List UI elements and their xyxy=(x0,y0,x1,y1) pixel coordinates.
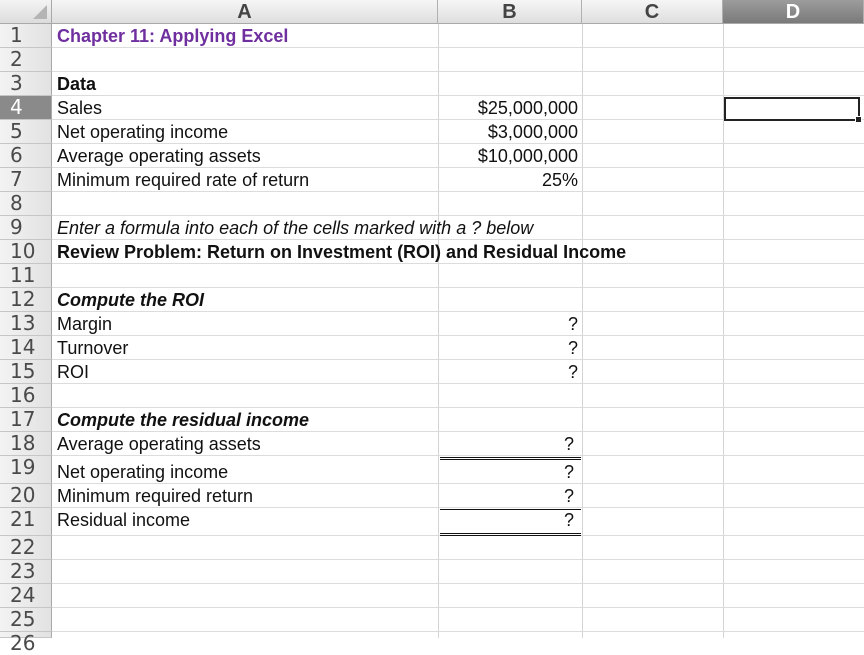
cell-b20-ri-min-value[interactable]: ? xyxy=(563,486,574,506)
cell-a18-ri-aoa-label[interactable]: Average operating assets xyxy=(57,434,261,454)
cell-b15-roi-value[interactable]: ? xyxy=(567,362,578,382)
column-header-d[interactable]: D xyxy=(723,0,864,24)
row-header-25[interactable]: 25 xyxy=(0,608,52,632)
row-header-24[interactable]: 24 xyxy=(0,584,52,608)
gridline-col-b-c xyxy=(582,24,583,638)
cell-a9-instruction[interactable]: Enter a formula into each of the cells marked with a ? below xyxy=(57,218,534,238)
row-header-12[interactable]: 12 xyxy=(0,288,52,312)
gridline xyxy=(52,559,864,560)
cell-b4-sales-value[interactable]: $25,000,000 xyxy=(477,98,578,118)
cell-a17-ri-header[interactable]: Compute the residual income xyxy=(57,410,310,430)
column-header-a[interactable]: A xyxy=(52,0,438,24)
cell-a7-mrr-label[interactable]: Minimum required rate of return xyxy=(57,170,310,190)
row-header-20[interactable]: 20 xyxy=(0,484,52,508)
cell-b18-ri-aoa-value[interactable]: ? xyxy=(563,434,574,454)
row-header-3[interactable]: 3 xyxy=(0,72,52,96)
cell-b13-margin-value[interactable]: ? xyxy=(567,314,578,334)
cell-a4-sales-label[interactable]: Sales xyxy=(57,98,103,118)
row-header-22[interactable]: 22 xyxy=(0,536,52,560)
row-header-21[interactable]: 21 xyxy=(0,508,52,536)
cell-b5-noi-value[interactable]: $3,000,000 xyxy=(487,122,578,142)
cell-b7-mrr-value[interactable]: 25% xyxy=(541,170,578,190)
row-header-15[interactable]: 15 xyxy=(0,360,52,384)
cell-b19-ri-noi-value[interactable]: ? xyxy=(563,462,574,482)
fill-handle[interactable] xyxy=(855,116,862,123)
cell-a6-aoa-label[interactable]: Average operating assets xyxy=(57,146,261,166)
cell-a19-ri-noi-label[interactable]: Net operating income xyxy=(57,462,229,482)
row-header-16[interactable]: 16 xyxy=(0,384,52,408)
row-header-6[interactable]: 6 xyxy=(0,144,52,168)
row-header-23[interactable]: 23 xyxy=(0,560,52,584)
row-header-11[interactable]: 11 xyxy=(0,264,52,288)
gridline xyxy=(52,607,864,608)
row-header-10[interactable]: 10 xyxy=(0,240,52,264)
row-header-18[interactable]: 18 xyxy=(0,432,52,456)
select-all-corner[interactable] xyxy=(0,0,52,24)
cell-a15-roi-label[interactable]: ROI xyxy=(57,362,90,382)
row-header-1[interactable]: 1 xyxy=(0,24,52,48)
row-header-17[interactable]: 17 xyxy=(0,408,52,432)
cell-a20-ri-min-label[interactable]: Minimum required return xyxy=(57,486,254,506)
cell-a10-review-title[interactable]: Review Problem: Return on Investment (ROI) and Residual Income xyxy=(57,242,627,262)
cell-b21-ri-value[interactable]: ? xyxy=(563,510,574,530)
row-header-7[interactable]: 7 xyxy=(0,168,52,192)
gridline xyxy=(52,583,864,584)
cell-a12-roi-header[interactable]: Compute the ROI xyxy=(57,290,204,310)
gridline xyxy=(52,71,864,72)
cell-a13-margin-label[interactable]: Margin xyxy=(57,314,113,334)
column-header-b[interactable]: B xyxy=(438,0,582,24)
cell-a14-turnover-label[interactable]: Turnover xyxy=(57,338,129,358)
select-all-triangle-icon xyxy=(33,5,47,19)
row-header-13[interactable]: 13 xyxy=(0,312,52,336)
cell-b14-turnover-value[interactable]: ? xyxy=(567,338,578,358)
row-header-9[interactable]: 9 xyxy=(0,216,52,240)
row-header-14[interactable]: 14 xyxy=(0,336,52,360)
row-header-26[interactable]: 26 xyxy=(0,632,52,638)
column-header-c[interactable]: C xyxy=(582,0,723,24)
cell-a1-title[interactable]: Chapter 11: Applying Excel xyxy=(57,26,289,46)
gridline xyxy=(52,631,864,632)
row-header-8[interactable]: 8 xyxy=(0,192,52,216)
row-header-5[interactable]: 5 xyxy=(0,120,52,144)
cell-a21-ri-label[interactable]: Residual income xyxy=(57,510,191,530)
cell-a5-noi-label[interactable]: Net operating income xyxy=(57,122,229,142)
cell-a3-data-header[interactable]: Data xyxy=(57,74,97,94)
active-cell-d4[interactable] xyxy=(724,97,860,121)
row-header-4[interactable]: 4 xyxy=(0,96,52,120)
row-header-19[interactable]: 19 xyxy=(0,456,52,484)
double-underline-border xyxy=(440,533,581,536)
cell-b6-aoa-value[interactable]: $10,000,000 xyxy=(477,146,578,166)
row-header-2[interactable]: 2 xyxy=(0,48,52,72)
